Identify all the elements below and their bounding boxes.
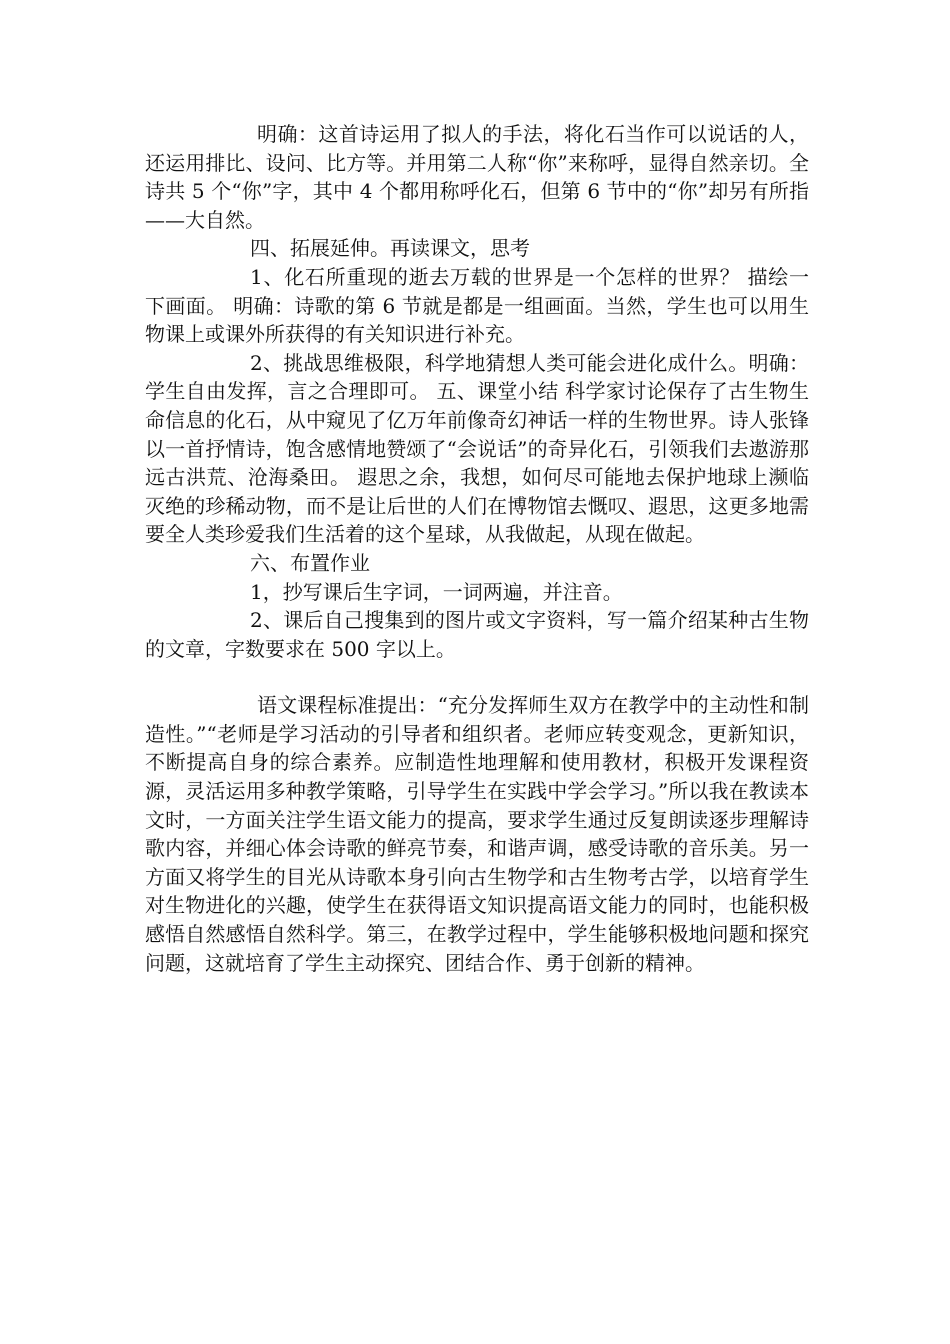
paragraph-spacer (145, 663, 809, 691)
document-body (145, 120, 809, 977)
homework-item-1: 1，抄写课后生字词，一词两遍，并注音。 (250, 579, 623, 604)
paragraph-question-1: 1、化石所重现的逝去万载的世界是一个怎样的世界？ 描绘一下画面。 明确：诗歌的第 6 节就是都是一组画面。当然，学生也可以用生物课上或课外所获得的有关知识进行补充。 (145, 264, 809, 347)
paragraph-clarification-personification: 明确：这首诗运用了拟人的手法，将化石当作可以说话的人，还运用排比、设问、比方等。并用第二人称“你”来称呼，显得自然亲切。全诗共 5 个“你”字，其中 4 个都用称呼化石，但第 6 节中的“你”却另有所指——大自然。 (145, 122, 809, 232)
section-heading-extension: 四、拓展延伸。再读课文，思考 (250, 236, 530, 261)
paragraph-question-2-summary: 2、挑战思维极限，科学地猜想人类可能会进化成什么。明确：学生自由发挥，言之合理即可。 五、课堂小结 科学家讨论保存了古生物生命信息的化石，从中窥见了亿万年前像奇幻神话一样的生物世界。诗人张锋以一首抒情诗，饱含感情地赞颂了“会说话”的奇异化石，引领我们去遨游那远古洪荒、沧海桑田。 遐思之余，我想，如何尽可能地去保护地球上濒临灭绝的珍稀动物，而不是让后世的人们在博物馆去慨叹、遐思，这更多地需要全人类珍爱我们生活着的这个星球，从我做起，从现在做起。 (145, 350, 809, 547)
homework-item-2: 2、课后自己搜集到的图片或文字资料，写一篇介绍某种古生物的文章，字数要求在 500 字以上。 (145, 608, 809, 661)
paragraph-reflection: 语文课程标准提出：“充分发挥师生双方在教学中的主动性和制造性。”“老师是学习活动的引导者和组织者。老师应转变观念，更新知识，不断提高自身的综合素养。应制造性地理解和使用教材，积极开发课程资源，灵活运用多种教学策略，引导学生在实践中学会学习。”所以我在教读本文时，一方面关注学生语文能力的提高，要求学生通过反复朗读逐步理解诗歌内容，并细心体会诗歌的鲜亮节奏，和谐声调，感受诗歌的音乐美。另一方面又将学生的目光从诗歌本身引向古生物学和古生物考古学，以培育学生对生物进化的兴趣，使学生在获得语文知识提高语文能力的同时，也能积极感悟自然感悟自然科学。第三，在教学过程中，学生能够积极地问题和探究问题，这就培育了学生主动探究、团结合作、勇于创新的精神。 (145, 693, 809, 975)
section-heading-homework: 六、布置作业 (250, 550, 370, 575)
